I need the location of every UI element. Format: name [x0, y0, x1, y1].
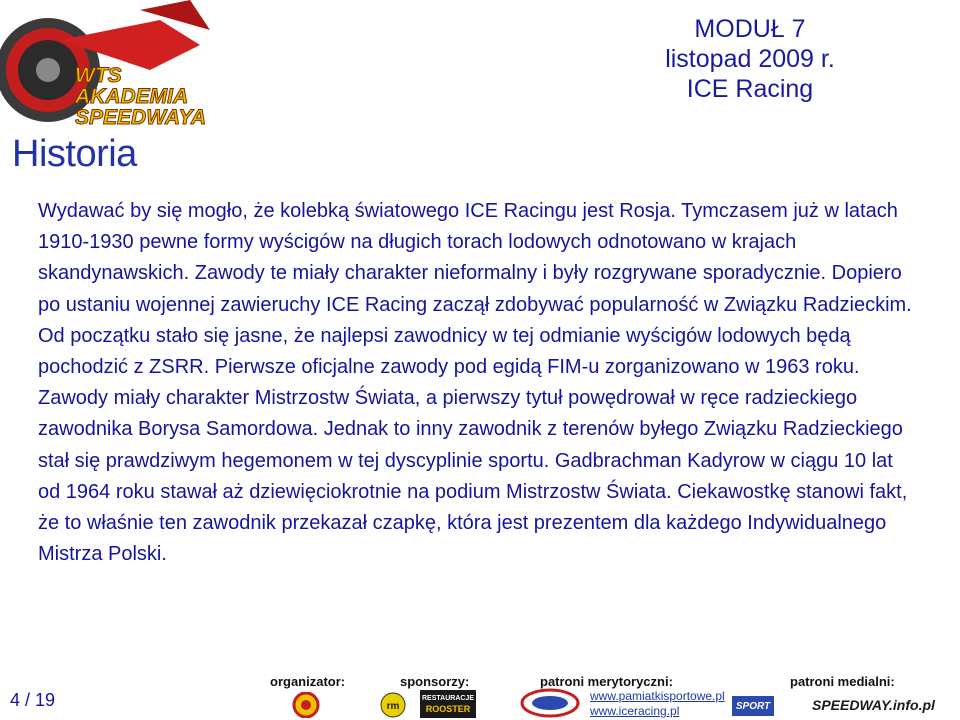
patrons-content-label: patroni merytoryczni:	[540, 674, 673, 689]
sponsor-badge-line-2: ROOSTER	[425, 704, 471, 714]
link-pamiatkisportowe[interactable]: www.pamiatkisportowe.pl	[590, 689, 725, 703]
media-badge-text: SPEEDWAY.info.pl	[812, 697, 935, 713]
patrons-media-label: patroni medialni:	[790, 674, 895, 689]
page-number: 4 / 19	[10, 690, 56, 710]
logo-line-1: WTS	[75, 64, 122, 87]
link-iceracing[interactable]: www.iceracing.pl	[590, 704, 680, 718]
module-number: MODUŁ 7	[694, 15, 806, 43]
logo-line-2: AKADEMIA	[75, 85, 189, 108]
sponsors-label: sponsorzy:	[400, 674, 470, 689]
svg-text:rm: rm	[386, 701, 400, 712]
module-date: listopad 2009 r.	[665, 45, 835, 73]
body-paragraph: Wydawać by się mogło, że kolebką światowego ICE Racingu jest Rosja. Tymczasem już w latach 1910-1930 pewne formy wyścigów na długich torach lodowych odnotowano w krajach skandynawskich. Zawody te miały charakter nieformalny i były rozgrywane sporadycznie. Dopiero po ustaniu wojennej zawieruchy ICE Racing zaczął zdobywać popularność w Związku Radzieckim. Od początku stało się jasne, że najlepsi zawodnicy w tej odmianie wyścigów lodowych będą pochodzić z ZSRR. Pierwsze oficjalne zawody pod egidą FIM-u zorganizowano w 1963 roku. Zawody miały charakter Mistrzostw Świata, a pierwszy tytuł powędrował w ręce radzieckiego zawodnika Borysa Samordowa. Jednak to inny zawodnik z terenów byłego Związku Radzieckiego stał się prawdziwym hegemonem w tej dyscyplinie sportu. Gadbrachman Kadyrow w ciągu 10 lat od 1964 roku stawał aż dziewięciokrotnie na podium Mistrzostw Świata. Ciekawostkę stanowi fakt, że to właśnie ten zawodnik przekazał czapkę, która jest prezentem dla każdego Indywidualnego Mistrza Polski.	[38, 200, 912, 566]
tvp-sport-logo	[732, 696, 774, 716]
module-topic: ICE Racing	[686, 75, 814, 103]
sponsor-logo-round	[378, 692, 408, 718]
sponsor-badge-rooster	[420, 690, 476, 718]
organizer-label: organizator:	[270, 674, 346, 689]
organizer-logo	[292, 692, 320, 718]
logo-line-3: SPEEDWAYA	[75, 106, 207, 129]
sponsor-badge-line-1: RESTAURACJE	[422, 695, 474, 702]
page-title: Historia	[12, 133, 137, 175]
ice-racing-team-logo	[520, 686, 580, 718]
speedway-info-logo	[812, 694, 956, 716]
module-header	[620, 14, 880, 104]
tv-badge-text: SPORT	[735, 700, 771, 712]
